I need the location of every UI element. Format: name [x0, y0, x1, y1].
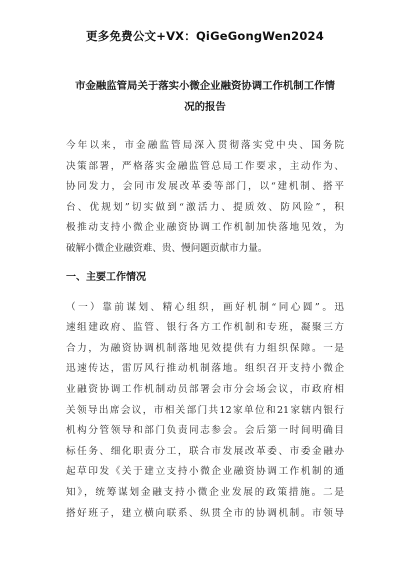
text-line: （一）靠前谋划、精心组织，画好机制“同心圆”。迅 — [66, 301, 344, 313]
promo-banner: 更多免费公文+VX：QiGeGongWen2024 — [86, 29, 324, 43]
text-line: 极推动支持小微企业融资协调工作机制加快落地见效，为 — [66, 222, 344, 234]
text-line: 决策部署，严格落实金融监管总局工作要求，主动作为、 — [66, 160, 344, 172]
document-title — [66, 76, 344, 118]
text-line: 今年以来，市金融监管局深入贯彻落实党中央、国务院 — [66, 140, 344, 151]
text-line: 迅速传达，雷厉风行推动机制落地。组织召开支持小微企 — [66, 363, 344, 375]
text-line: 知》，统筹谋划金融支持小微企业发展的政策措施。二是 — [66, 486, 344, 498]
text-line: 合力，为融资协调机制落地见效提供有力组织保障。一是 — [66, 342, 344, 354]
text-line: 速组建政府、监管、银行各方工作机制和专班，凝聚三方 — [66, 322, 344, 334]
title-line: 市金融监管局关于落实小微企业融资协调工作机制工作情 — [75, 80, 335, 92]
section-heading: 一、主要工作情况 — [66, 271, 146, 283]
text-line: 标任务、细化职责分工，联合市发展改革委、市委金融办 — [66, 445, 344, 457]
text-line: 搭好班子，建立横向联系、纵贯全市的协调机制。市领导 — [66, 507, 344, 519]
section-paragraph — [66, 298, 344, 525]
text-line: 机构分管领导和部门负责同志参会。会后第一时间明确目 — [66, 425, 344, 437]
intro-paragraph — [66, 136, 344, 260]
text-line: 起草印发《关于建立支持小微企业融资协调工作机制的通 — [66, 466, 344, 478]
title-line: 况的报告 — [184, 101, 226, 113]
text-line: 协同发力，会同市发展改革委等部门，以“建机制、搭平 — [66, 181, 344, 193]
text-line: 台、优规划”切实做到“激活力、提质效、防风险”，积 — [66, 201, 344, 213]
text-line: 破解小微企业融资难、贵、慢问题贡献市力量。 — [66, 242, 268, 254]
text-line: 业融资协调工作机制动员部署会市分会场会议，市政府相 — [66, 383, 344, 395]
text-line: 关领导出席会议，市相关部门共12家单位和21家辖内银行 — [66, 404, 344, 416]
